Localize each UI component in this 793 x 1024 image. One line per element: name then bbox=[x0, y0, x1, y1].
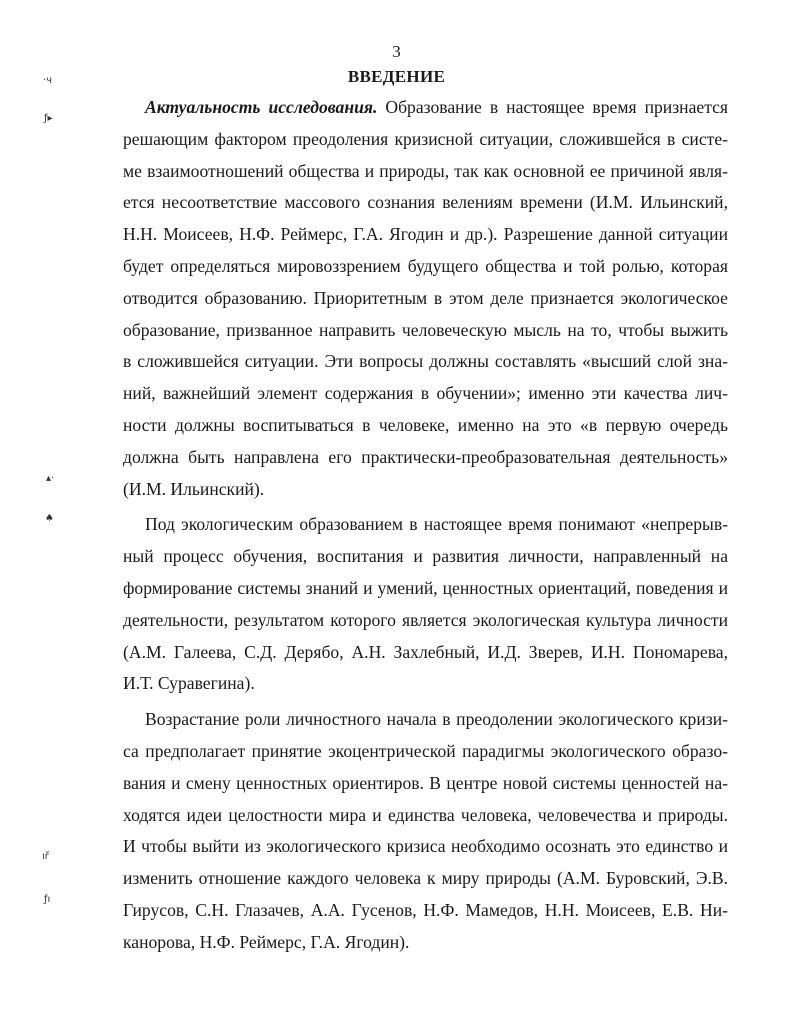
text-line: отводится образованию. Приоритетным в этом деле признается экологическое bbox=[123, 287, 728, 308]
paragraph-relevance bbox=[123, 92, 728, 505]
section-heading: ВВЕДЕНИЕ bbox=[347, 67, 446, 86]
text-line: Под экологическим образованием в настоящее время понимают «непрерыв- bbox=[145, 514, 728, 535]
text-line: должна быть направлена его практически-преобразовательная деятельность» bbox=[123, 446, 728, 467]
text-line: (И.М. Ильинский). bbox=[123, 478, 265, 499]
text-line: ный процесс обучения, воспитания и развития личности, направленный на bbox=[123, 546, 728, 567]
margin-mark: ♠ bbox=[45, 513, 54, 524]
text-line: изменить отношение каждого человека к миру природы (А.М. Буровский, Э.В. bbox=[123, 868, 728, 889]
text-line: канорова, Н.Ф. Реймерс, Г.А. Ягодин). bbox=[123, 931, 410, 952]
margin-mark: ▴· bbox=[46, 473, 55, 484]
text-line: Н.Н. Моисеев, Н.Ф. Реймерс, Г.А. Ягодин и др.). Разрешение данной ситуации bbox=[123, 224, 728, 245]
text-line: ний, важнейший элемент содержания в обучении»; именно эти качества лич- bbox=[123, 383, 728, 404]
text-line: формирование системы знаний и умений, ценностных ориентаций, поведения и bbox=[123, 577, 728, 598]
text-line: ется несоответствие массового сознания велениям времени (И.М. Ильинский, bbox=[123, 192, 728, 213]
text-line: ности должны воспитываться в человеке, именно на это «в первую очередь bbox=[123, 414, 728, 435]
text-line: будет определяться мировоззрением будущего общества и той ролью, которая bbox=[123, 255, 728, 276]
margin-mark: ıř bbox=[42, 851, 49, 862]
text-line: Гирусов, С.Н. Глазачев, А.А. Гусенов, Н.Ф. Мамедов, Н.Н. Моисеев, Е.В. Ни- bbox=[123, 899, 728, 920]
text-line: И чтобы выйти из экологического кризиса необходимо осознать это единство и bbox=[123, 836, 728, 857]
margin-mark: ƒ▸ bbox=[44, 113, 53, 124]
text-line bbox=[123, 92, 728, 124]
text-line: вания и смену ценностных ориентиров. В центре новой системы ценностей на- bbox=[123, 772, 728, 793]
text-fragment: Образование в настоящее время признается bbox=[385, 97, 728, 117]
text-line: ходятся идеи целостности мира и единства человека, человечества и природы. bbox=[123, 804, 728, 825]
lead-phrase: Актуальность исследования. bbox=[145, 97, 378, 117]
text-line: Возрастание роли личностного начала в преодолении экологического кризи- bbox=[145, 709, 728, 730]
paragraph-paradigm bbox=[123, 704, 728, 958]
text-line: решающим фактором преодоления кризисной ситуации, сложившейся в систе- bbox=[123, 128, 728, 149]
body-text bbox=[123, 92, 728, 963]
paragraph-definition bbox=[123, 509, 728, 700]
text-line: са предполагает принятие экоцентрической парадигмы экологического образо- bbox=[123, 740, 728, 761]
page-number: 3 bbox=[392, 42, 401, 61]
margin-mark: ƒı bbox=[44, 894, 51, 905]
text-line: в сложившейся ситуации. Эти вопросы должны составлять «высший слой зна- bbox=[123, 351, 728, 372]
text-line: И.Т. Суравегина). bbox=[123, 673, 255, 694]
text-line: образование, призванное направить человеческую мысль на то, чтобы выжить bbox=[123, 319, 728, 340]
text-line: деятельности, результатом которого является экологическая культура личности bbox=[123, 609, 728, 630]
margin-mark: ·ч bbox=[43, 75, 53, 86]
text-line: ме взаимоотношений общества и природы, так как основной ее причиной явля- bbox=[123, 160, 728, 181]
text-line: (А.М. Галеева, С.Д. Дерябо, А.Н. Захлебный, И.Д. Зверев, И.Н. Пономарева, bbox=[123, 641, 728, 662]
